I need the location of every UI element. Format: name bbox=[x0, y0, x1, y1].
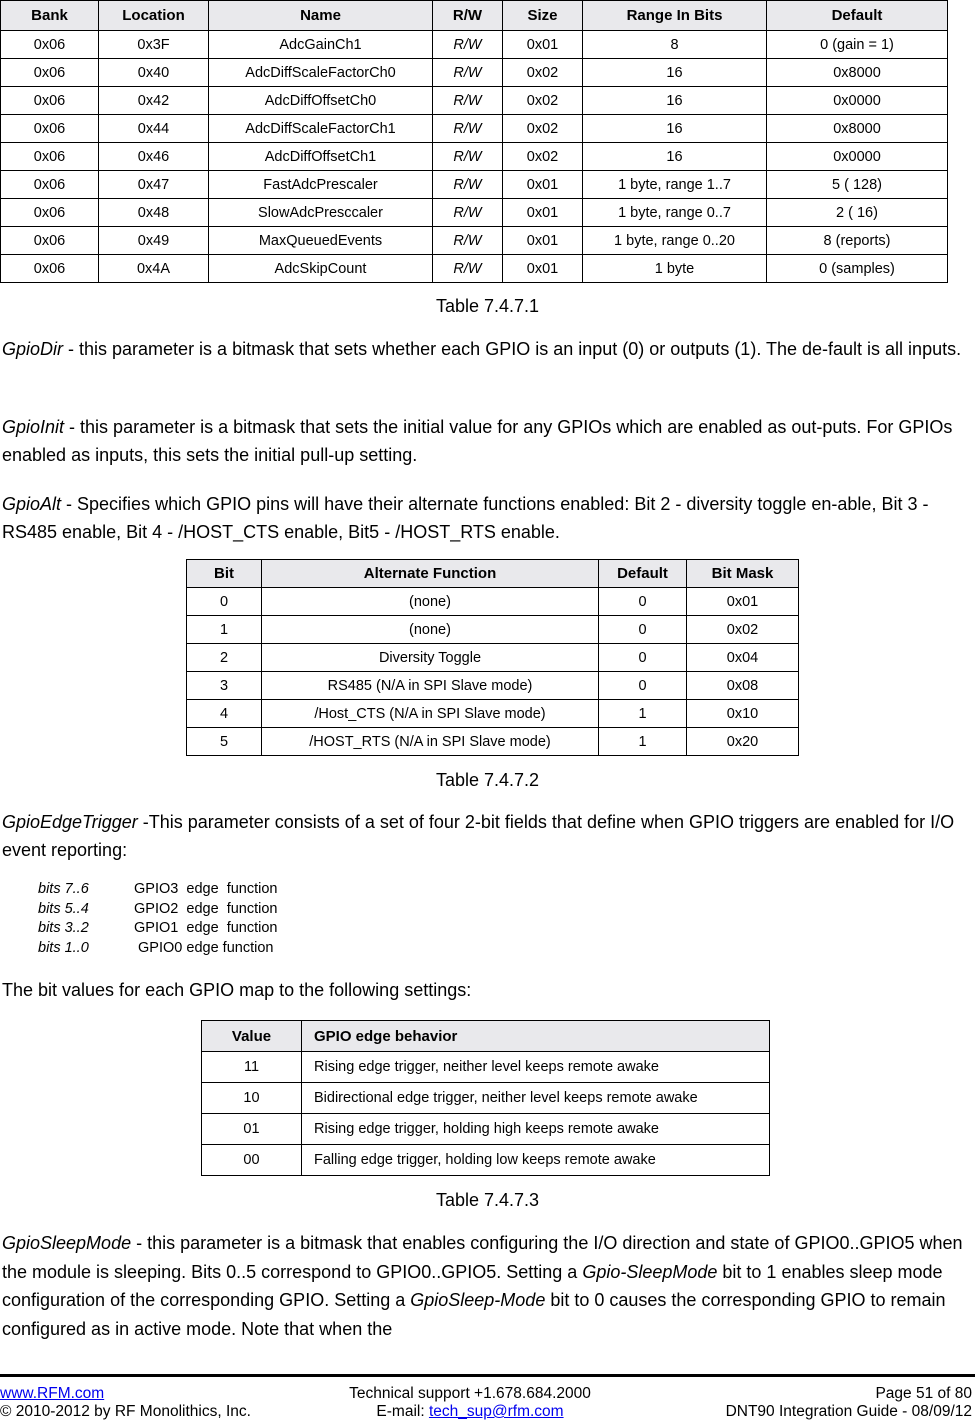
gpiodir-paragraph bbox=[2, 335, 970, 363]
table-cell: 1 byte, range 1..7 bbox=[583, 171, 767, 199]
table-cell: 0x02 bbox=[503, 115, 583, 143]
table-caption-3: Table 7.4.7.3 bbox=[435, 1190, 540, 1210]
table-cell: R/W bbox=[433, 199, 503, 227]
table-cell: Falling edge trigger, holding low keeps remote awake bbox=[302, 1145, 770, 1176]
table-cell: 0x48 bbox=[99, 199, 209, 227]
table-cell: Diversity Toggle bbox=[262, 644, 599, 672]
table-cell: /HOST_RTS (N/A in SPI Slave mode) bbox=[262, 728, 599, 756]
table-cell: 0x10 bbox=[687, 700, 799, 728]
bitfield-desc: GPIO1 edge function bbox=[134, 920, 278, 936]
table-cell: 0x40 bbox=[99, 59, 209, 87]
bitfield-bits: bits 7..6 bbox=[38, 881, 89, 897]
table-cell: MaxQueuedEvents bbox=[209, 227, 433, 255]
table-cell: 0x02 bbox=[503, 87, 583, 115]
table-cell: 3 bbox=[187, 672, 262, 700]
table-cell: 1 bbox=[599, 700, 687, 728]
edge-behavior-table bbox=[201, 1020, 770, 1176]
param-name: GpioAlt bbox=[2, 494, 62, 514]
table-cell: 0x01 bbox=[503, 31, 583, 59]
gpioinit-paragraph bbox=[2, 413, 970, 469]
table-cell: 0 (samples) bbox=[767, 255, 948, 283]
table-cell: 0x06 bbox=[1, 199, 99, 227]
table-cell: 0 (gain = 1) bbox=[767, 31, 948, 59]
table-cell: 0 bbox=[599, 672, 687, 700]
table-cell: 0x06 bbox=[1, 255, 99, 283]
table-row bbox=[187, 644, 799, 672]
table-cell: 16 bbox=[583, 87, 767, 115]
table-cell: R/W bbox=[433, 171, 503, 199]
table-cell: Rising edge trigger, neither level keeps remote awake bbox=[302, 1052, 770, 1083]
table-cell: 11 bbox=[202, 1052, 302, 1083]
table-caption-2: Table 7.4.7.2 bbox=[435, 770, 540, 790]
gpioalt-paragraph bbox=[2, 490, 970, 546]
table-cell: 16 bbox=[583, 59, 767, 87]
table-row bbox=[1, 255, 948, 283]
table-cell: 0 bbox=[599, 588, 687, 616]
table-cell: 0x01 bbox=[687, 588, 799, 616]
table-cell: 0x02 bbox=[503, 59, 583, 87]
table-row bbox=[187, 616, 799, 644]
document-title: DNT90 Integration Guide - 08/09/12 bbox=[725, 1403, 972, 1420]
table-cell: 0x49 bbox=[99, 227, 209, 255]
table-cell: 0x8000 bbox=[767, 115, 948, 143]
table-header-row bbox=[1, 1, 948, 31]
table-cell: 0x06 bbox=[1, 171, 99, 199]
table-header-row bbox=[202, 1021, 770, 1052]
bitfield-item bbox=[38, 880, 277, 900]
table-cell: (none) bbox=[262, 616, 599, 644]
table-cell: 0x0000 bbox=[767, 143, 948, 171]
table-cell: 0x8000 bbox=[767, 59, 948, 87]
col-header-alt-function: Alternate Function bbox=[262, 560, 599, 588]
table-cell: 0x01 bbox=[503, 255, 583, 283]
table-cell: 0x44 bbox=[99, 115, 209, 143]
param-name: GpioEdgeTrigger bbox=[2, 812, 138, 832]
table-cell: 0x04 bbox=[687, 644, 799, 672]
table-cell: R/W bbox=[433, 143, 503, 171]
table-row bbox=[1, 115, 948, 143]
table-cell: R/W bbox=[433, 115, 503, 143]
table-cell: RS485 (N/A in SPI Slave mode) bbox=[262, 672, 599, 700]
table-row bbox=[202, 1052, 770, 1083]
table-row bbox=[187, 700, 799, 728]
table-cell: 0x0000 bbox=[767, 87, 948, 115]
table-cell: AdcDiffOffsetCh0 bbox=[209, 87, 433, 115]
table-row bbox=[202, 1083, 770, 1114]
table-cell: 5 bbox=[187, 728, 262, 756]
alternate-function-table bbox=[186, 559, 799, 756]
table-cell: FastAdcPrescaler bbox=[209, 171, 433, 199]
table-cell: 0x3F bbox=[99, 31, 209, 59]
table-row bbox=[1, 87, 948, 115]
table-row bbox=[1, 171, 948, 199]
table-cell: R/W bbox=[433, 59, 503, 87]
table-cell: 0 bbox=[599, 616, 687, 644]
table-cell: 01 bbox=[202, 1114, 302, 1145]
col-header-bit: Bit bbox=[187, 560, 262, 588]
table-row bbox=[1, 59, 948, 87]
register-table bbox=[0, 0, 948, 283]
support-phone: Technical support +1.678.684.2000 bbox=[349, 1385, 591, 1402]
table-cell: 0x06 bbox=[1, 31, 99, 59]
table-cell: 0 bbox=[187, 588, 262, 616]
table-cell: 0x06 bbox=[1, 115, 99, 143]
table-cell: AdcDiffScaleFactorCh0 bbox=[209, 59, 433, 87]
table-cell: 5 ( 128) bbox=[767, 171, 948, 199]
col-header-behavior: GPIO edge behavior bbox=[302, 1021, 770, 1052]
table-row bbox=[1, 199, 948, 227]
footer-divider bbox=[0, 1374, 975, 1377]
page-number: Page 51 of 80 bbox=[875, 1385, 972, 1402]
gpioedge-paragraph bbox=[2, 808, 970, 864]
table-cell: 0x06 bbox=[1, 227, 99, 255]
table-cell: 0 bbox=[599, 644, 687, 672]
param-description: - this parameter is a bitmask that sets the initial value for any GPIOs which are enabled as out-puts. For GPIOs enabled as inputs, this sets the initial pull-up setting. bbox=[2, 417, 953, 465]
table-cell: 0x01 bbox=[503, 171, 583, 199]
bitfield-bits: bits 1..0 bbox=[38, 939, 89, 956]
table-cell: 0x4A bbox=[99, 255, 209, 283]
table-cell: AdcDiffScaleFactorCh1 bbox=[209, 115, 433, 143]
param-description: - this parameter is a bitmask that sets whether each GPIO is an input (0) or outputs (1). The de-fault is all inputs. bbox=[63, 339, 962, 359]
col-header-size: Size bbox=[503, 1, 583, 31]
table-row bbox=[187, 728, 799, 756]
email-label: E-mail: bbox=[376, 1403, 425, 1420]
table-row bbox=[202, 1145, 770, 1176]
param-name: GpioDir bbox=[2, 339, 64, 359]
table-cell: 2 ( 16) bbox=[767, 199, 948, 227]
gpiosleep-paragraph bbox=[2, 1229, 970, 1343]
email-link[interactable]: tech_sup@rfm.com bbox=[428, 1403, 564, 1420]
col-header-bank: Bank bbox=[1, 1, 99, 31]
table-caption-1: Table 7.4.7.1 bbox=[435, 296, 540, 316]
footer-right bbox=[726, 1385, 972, 1421]
col-header-rw: R/W bbox=[433, 1, 503, 31]
table-cell: 2 bbox=[187, 644, 262, 672]
table-cell: R/W bbox=[433, 31, 503, 59]
table-cell: 1 byte bbox=[583, 255, 767, 283]
col-header-default: Default bbox=[767, 1, 948, 31]
param-description: - this parameter is a bitmask that enables configuring the I/O direction and state of GPIO0..GPIO5 when the module is sleeping. Bits 0..5 correspond to GPIO0..GPIO5. Setting a bbox=[2, 1233, 963, 1282]
footer-left bbox=[0, 1385, 251, 1421]
table-cell: 16 bbox=[583, 115, 767, 143]
table-cell: /Host_CTS (N/A in SPI Slave mode) bbox=[262, 700, 599, 728]
table-cell: 4 bbox=[187, 700, 262, 728]
table-cell: 0x47 bbox=[99, 171, 209, 199]
bitfield-desc: GPIO2 edge function bbox=[134, 900, 278, 917]
table-cell: 0x08 bbox=[687, 672, 799, 700]
website-link[interactable]: www.RFM.com bbox=[0, 1385, 105, 1402]
table-row bbox=[187, 588, 799, 616]
param-name: GpioSleep-Mode bbox=[410, 1290, 546, 1310]
param-name: Gpio-SleepMode bbox=[582, 1261, 718, 1282]
table-cell: 0x01 bbox=[503, 199, 583, 227]
table-cell: 16 bbox=[583, 143, 767, 171]
table-row bbox=[1, 227, 948, 255]
table-cell: R/W bbox=[433, 227, 503, 255]
table-cell: R/W bbox=[433, 255, 503, 283]
table-cell: 1 bbox=[187, 616, 262, 644]
bitfield-bits: bits 5..4 bbox=[38, 900, 89, 917]
table-row bbox=[1, 31, 948, 59]
table-cell: 1 byte, range 0..20 bbox=[583, 227, 767, 255]
table-cell: 1 bbox=[599, 728, 687, 756]
col-header-name: Name bbox=[209, 1, 433, 31]
param-name: GpioInit bbox=[2, 417, 65, 437]
table-cell: 00 bbox=[202, 1145, 302, 1176]
col-header-range: Range In Bits bbox=[583, 1, 767, 31]
table-cell: 0x42 bbox=[99, 87, 209, 115]
table-cell: 0x20 bbox=[687, 728, 799, 756]
table-cell: AdcSkipCount bbox=[209, 255, 433, 283]
col-header-bitmask: Bit Mask bbox=[687, 560, 799, 588]
table-cell: SlowAdcPresccaler bbox=[209, 199, 433, 227]
param-description: bit to 0 causes the corresponding GPIO to remain configured as in active mode. Note that when the bbox=[2, 1290, 946, 1339]
col-header-value: Value bbox=[202, 1021, 302, 1052]
table-cell: 0x46 bbox=[99, 143, 209, 171]
table-cell: 0x06 bbox=[1, 87, 99, 115]
table-cell: 8 (reports) bbox=[767, 227, 948, 255]
bitvalues-intro: The bit values for each GPIO map to the following settings: bbox=[2, 980, 472, 1000]
param-description: bit to 1 enables sleep mode configuration of the corresponding GPIO. Setting a bbox=[2, 1261, 943, 1310]
col-header-location: Location bbox=[99, 1, 209, 31]
table-cell: (none) bbox=[262, 588, 599, 616]
bitfield-item bbox=[38, 919, 277, 939]
copyright: © 2010-2012 by RF Monolithics, Inc. bbox=[0, 1403, 251, 1420]
footer-center bbox=[320, 1385, 620, 1421]
param-description: - Specifies which GPIO pins will have their alternate functions enabled: Bit 2 - diversity toggle en-able, Bit 3 - RS485 enable, Bit 4 - /HOST_CTS enable, Bit5 - /HOST_RTS enable. bbox=[2, 494, 929, 542]
param-name: GpioSleepMode bbox=[2, 1233, 132, 1253]
table-row bbox=[1, 143, 948, 171]
table-cell: AdcGainCh1 bbox=[209, 31, 433, 59]
table-header-row bbox=[187, 560, 799, 588]
table-cell: R/W bbox=[433, 87, 503, 115]
table-row bbox=[202, 1114, 770, 1145]
bitfield-desc: GPIO3 edge function bbox=[134, 881, 278, 897]
bitfield-desc: GPIO0 edge function bbox=[134, 939, 274, 956]
table-cell: 0x02 bbox=[687, 616, 799, 644]
table-cell: Rising edge trigger, holding high keeps remote awake bbox=[302, 1114, 770, 1145]
table-cell: 0x06 bbox=[1, 143, 99, 171]
table-row bbox=[187, 672, 799, 700]
table-cell: 10 bbox=[202, 1083, 302, 1114]
bitfield-bits: bits 3..2 bbox=[38, 920, 89, 936]
table-cell: 0x02 bbox=[503, 143, 583, 171]
bitfield-item bbox=[38, 939, 277, 959]
col-header-default: Default bbox=[599, 560, 687, 588]
table-cell: 8 bbox=[583, 31, 767, 59]
table-cell: AdcDiffOffsetCh1 bbox=[209, 143, 433, 171]
table-cell: Bidirectional edge trigger, neither level keeps remote awake bbox=[302, 1083, 770, 1114]
bitfield-list bbox=[38, 880, 277, 958]
param-description: -This parameter consists of a set of four 2-bit fields that define when GPIO triggers are enabled for I/O event reporting: bbox=[2, 812, 955, 860]
bitfield-item bbox=[38, 900, 277, 920]
table-cell: 1 byte, range 0..7 bbox=[583, 199, 767, 227]
table-cell: 0x01 bbox=[503, 227, 583, 255]
table-cell: 0x06 bbox=[1, 59, 99, 87]
